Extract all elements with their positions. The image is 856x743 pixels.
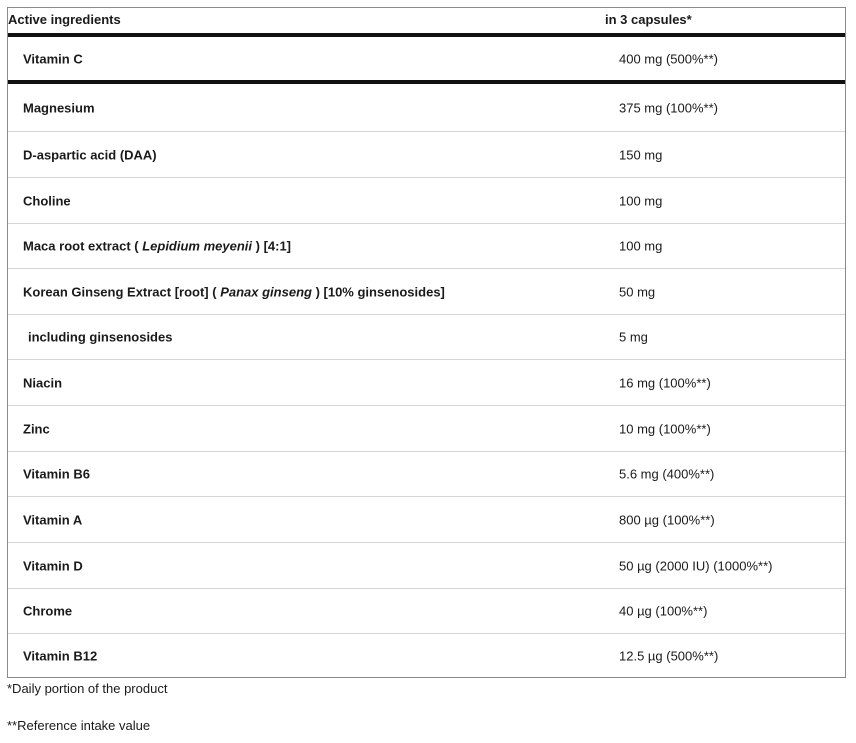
ingredient-name: Vitamin D — [23, 558, 83, 573]
ingredient-amount: 800 µg (100%**) — [619, 512, 715, 527]
ingredient-amount: 12.5 µg (500%**) — [619, 648, 719, 663]
footnote-daily-portion: *Daily portion of the product — [7, 681, 168, 696]
table-row — [8, 177, 845, 223]
ingredient-name: Choline — [23, 193, 71, 208]
ingredient-amount: 16 mg (100%**) — [619, 375, 711, 390]
table-row — [8, 633, 845, 677]
ingredient-name: Korean Ginseng Extract [root] ( Panax ginseng ) [10% ginsenosides] — [23, 284, 445, 299]
table-row — [8, 588, 845, 633]
table-row — [8, 542, 845, 588]
ingredient-name: Maca root extract ( Lepidium meyenii ) [4:1] — [23, 238, 292, 254]
table-row — [8, 84, 845, 131]
table-header — [8, 8, 845, 33]
ingredient-amount: 50 mg — [619, 284, 656, 299]
ingredient-name: including ginsenosides — [28, 329, 173, 345]
header-amount: in 3 capsules* — [605, 12, 692, 27]
table-row — [8, 223, 845, 268]
ingredient-name: Niacin — [23, 375, 63, 390]
latin-name: Panax ginseng — [220, 284, 312, 299]
table-row — [8, 314, 845, 359]
ingredient-name: Vitamin B6 — [23, 466, 90, 482]
ingredient-amount: 375 mg (100%**) — [619, 100, 718, 115]
ingredient-amount: 150 mg — [619, 147, 663, 162]
ingredient-name: Magnesium — [23, 100, 95, 115]
ingredient-name: Vitamin C — [23, 51, 83, 66]
ingredient-name: Vitamin B12 — [23, 648, 98, 663]
table-row — [8, 359, 845, 405]
ingredient-name: Zinc — [23, 421, 50, 436]
ingredient-name: Chrome — [23, 603, 73, 619]
ingredient-amount: 400 mg (500%**) — [619, 51, 718, 66]
ingredient-name: D-aspartic acid (DAA) — [23, 147, 157, 162]
ingredient-amount: 5 mg — [619, 329, 648, 345]
ingredient-amount: 40 µg (100%**) — [619, 603, 708, 619]
table-row — [8, 268, 845, 314]
ingredient-amount: 100 mg — [619, 193, 663, 208]
table-row — [8, 451, 845, 496]
ingredient-amount: 50 µg (2000 IU) (1000%**) — [619, 558, 773, 573]
header-ingredient: Active ingredients — [8, 12, 121, 27]
latin-name: Lepidium meyenii — [142, 238, 253, 254]
ingredient-name: Vitamin A — [23, 512, 83, 527]
ingredient-amount: 100 mg — [619, 238, 663, 254]
footnote-reference-intake: **Reference intake value — [7, 718, 151, 733]
ingredient-amount: 5.6 mg (400%**) — [619, 466, 715, 482]
table-row — [8, 496, 845, 542]
table-row — [8, 131, 845, 177]
table-row — [8, 37, 845, 80]
ingredients-table — [7, 7, 846, 678]
ingredient-amount: 10 mg (100%**) — [619, 421, 711, 436]
table-row — [8, 405, 845, 451]
